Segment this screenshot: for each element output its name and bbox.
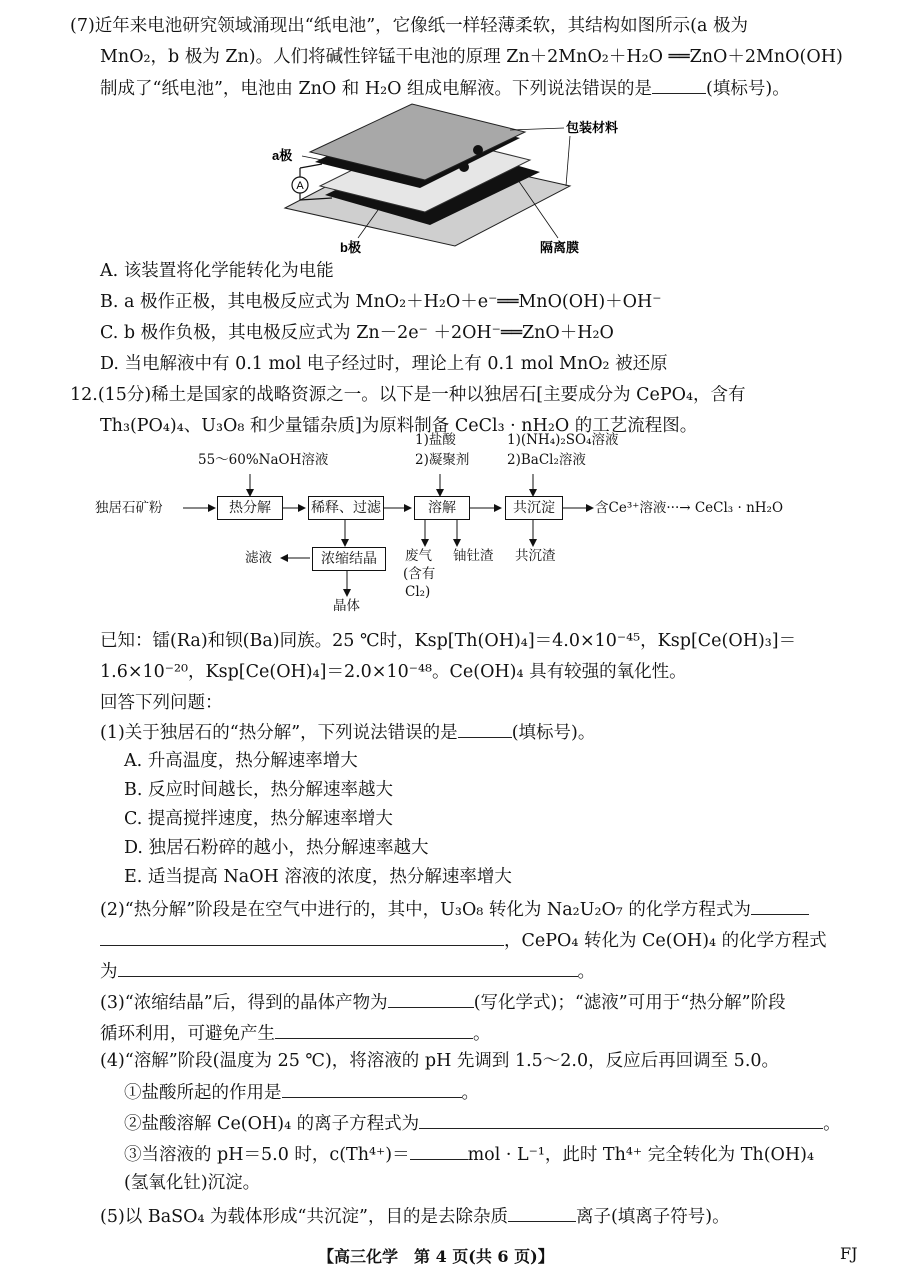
sub-q2-text: (2)“热分解”阶段是在空气中进行的，其中，U₃O₈ 转化为 Na₂U₂O₇ 的化学方程式为: [100, 900, 751, 920]
waste-gas-note: (含有: [403, 566, 436, 582]
sub-q4: (4)“溶解”阶段(温度为 25 ℃)，将溶液的 pH 先调到 1.5～2.0，反应后再回调至 5.0。: [100, 1051, 780, 1071]
b-electrode-label: b极: [340, 240, 361, 255]
reagent-bacl2: 2)BaCl₂溶液: [507, 452, 586, 468]
reagent-hcl: 1)盐酸: [415, 432, 456, 448]
reagent-naoh: 55～60%NaOH溶液: [198, 452, 329, 468]
sub-q4-part1-end: 。: [461, 1083, 479, 1103]
answer-blank[interactable]: [410, 1141, 468, 1160]
waste-gas-label: 废气: [405, 548, 432, 564]
residue-u-th: 铀钍渣: [453, 548, 494, 564]
step-coprecipitate: 共沉淀: [505, 496, 563, 520]
answer-blank[interactable]: [751, 896, 809, 915]
residue-coprecip: 共沉渣: [515, 548, 556, 564]
q12-line2: Th₃(PO₄)₄、U₃O₈ 和少量镭杂质]为原料制备 CeCl₃ · nH₂O 的工艺流程图。: [100, 416, 698, 436]
known-line1: 已知：镭(Ra)和钡(Ba)同族。25 ℃时，Ksp[Th(OH)₄]＝4.0×10⁻⁴⁵，Ksp[Ce(OH)₃]＝: [100, 631, 797, 651]
sub-q2-text2: ，CePO₄ 转化为 Ce(OH)₄ 的化学方程式: [504, 931, 827, 951]
answer-blank[interactable]: [282, 1079, 462, 1098]
raw-material: 独居石矿粉: [95, 500, 163, 516]
sub-q4-part2: [124, 1110, 841, 1137]
step-thermal-decomposition: 热分解: [217, 496, 283, 520]
q7-option-c: C. b 极作负极，其电极反应式为 Zn－2e⁻ ＋2OH⁻══ZnO＋H₂O: [100, 323, 614, 343]
q7-line3: [100, 75, 790, 102]
step-dilute-filter: 稀释、过滤: [308, 496, 384, 520]
sub-q2-end: 。: [577, 962, 595, 982]
answer-prompt: 回答下列问题：: [100, 693, 223, 713]
process-flow-diagram: [95, 432, 815, 630]
sub-q3-text: (3)“浓缩结晶”后，得到的晶体产物为: [100, 993, 388, 1013]
answer-blank[interactable]: [388, 989, 474, 1008]
crystal-label: 晶体: [333, 598, 360, 614]
footer-page-number: 【高三化学 第 4 页(共 6 页)】: [318, 1247, 554, 1266]
step-dissolve: 溶解: [414, 496, 470, 520]
q7-option-d: D. 当电解液中有 0.1 mol 电子经过时，理论上有 0.1 mol MnO₂ 被还原: [100, 354, 668, 374]
sub-q3-line1: [100, 989, 786, 1016]
sub-q3-end: 。: [473, 1024, 491, 1044]
sub-q5-tail: 离子(填离子符号)。: [575, 1207, 730, 1227]
sub-q4-part3-text2: mol · L⁻¹，此时 Th⁴⁺ 完全转化为 Th(OH)₄: [467, 1145, 814, 1165]
sub-q4-part1: [124, 1079, 479, 1106]
product-cecl3: 含Ce³⁺溶液···→ CeCl₃ · nH₂O: [595, 500, 784, 516]
membrane-label: 隔离膜: [540, 240, 580, 255]
reagent-coagulant: 2)凝聚剂: [415, 452, 470, 468]
sub-q4-part3-text: ③当溶液的 pH＝5.0 时，c(Th⁴⁺)＝: [124, 1145, 410, 1165]
answer-blank[interactable]: [419, 1110, 823, 1129]
q7-line2: MnO₂，b 极为 Zn)。人们将碱性锌锰干电池的原理 Zn＋2MnO₂＋H₂O ══ZnO＋2MnO(OH): [100, 47, 843, 67]
paper-battery-figure: [240, 100, 660, 260]
q12-line1: 12.(15分)稀土是国家的战略资源之一。以下是一种以独居石[主要成分为 CePO₄，含有: [70, 385, 746, 405]
sub-q3-text2: (写化学式)；“滤液”可用于“热分解”阶段: [473, 993, 786, 1013]
sub-q3-text3: 循环利用，可避免产生: [100, 1024, 275, 1044]
sub-q5: [100, 1203, 730, 1230]
sub-q4-part2-end: 。: [823, 1114, 841, 1134]
sub-q1-option-e: E. 适当提高 NaOH 溶液的浓度，热分解速率增大: [124, 867, 512, 887]
answer-blank[interactable]: [100, 927, 504, 946]
sub-q1-option-c: C. 提高搅拌速度，热分解速率增大: [124, 809, 393, 829]
q7-line1: (7)近年来电池研究领域涌现出“纸电池”，它像纸一样轻薄柔软，其结构如图所示(a 极为: [70, 16, 749, 36]
waste-gas-cl2: Cl₂): [405, 584, 431, 600]
step-concentrate-crystallize: 浓缩结晶: [312, 547, 386, 571]
known-line2: 1.6×10⁻²⁰，Ksp[Ce(OH)₄]＝2.0×10⁻⁴⁸。Ce(OH)₄ 具有较强的氧化性。: [100, 662, 687, 682]
sub-q1-tail: (填标号)。: [511, 723, 596, 743]
sub-q1-text: (1)关于独居石的“热分解”，下列说法错误的是: [100, 723, 458, 743]
filtrate-label: 滤液: [245, 550, 272, 566]
sub-q2-text3: 为: [100, 962, 118, 982]
answer-blank[interactable]: [275, 1020, 473, 1039]
a-electrode-label: a极: [272, 148, 293, 163]
sub-q2-line2: [100, 927, 827, 954]
sub-q4-part3-cont: (氢氧化钍)沉淀。: [124, 1173, 261, 1193]
sub-q4-part2-text: ②盐酸溶解 Ce(OH)₄ 的离子方程式为: [124, 1114, 420, 1134]
q7-line3-tail: (填标号)。: [706, 79, 790, 99]
q7-option-b: B. a 极作正极，其电极反应式为 MnO₂＋H₂O＋e⁻══MnO(OH)＋OH⁻: [100, 292, 662, 312]
sub-q2-line1: [100, 896, 809, 923]
sub-q4-part3: [124, 1141, 814, 1168]
sub-q3-line2: [100, 1020, 491, 1047]
sub-q4-part1-text: ①盐酸所起的作用是: [124, 1083, 282, 1103]
sub-q1-option-b: B. 反应时间越长，热分解速率越大: [124, 780, 393, 800]
ammeter-label: A: [296, 180, 304, 192]
answer-blank[interactable]: [458, 719, 512, 738]
reagent-ammonium-sulfate: 1)(NH₄)₂SO₄溶液: [507, 432, 619, 448]
sub-q5-text: (5)以 BaSO₄ 为载体形成“共沉淀”，目的是去除杂质: [100, 1207, 508, 1227]
answer-blank[interactable]: [508, 1203, 576, 1222]
sub-q2-line3: [100, 958, 595, 985]
answer-blank[interactable]: [652, 75, 706, 94]
answer-blank[interactable]: [118, 958, 578, 977]
sub-q1-option-a: A. 升高温度，热分解速率增大: [124, 751, 358, 771]
q7-line3-text: 制成了“纸电池”，电池由 ZnO 和 H₂O 组成电解液。下列说法错误的是: [100, 79, 653, 99]
packaging-label: 包装材料: [566, 120, 619, 135]
footer-code: FJ: [840, 1244, 858, 1263]
sub-q1: [100, 719, 595, 746]
sub-q1-option-d: D. 独居石粉碎的越小，热分解速率越大: [124, 838, 429, 858]
q7-option-a: A. 该装置将化学能转化为电能: [100, 261, 334, 281]
